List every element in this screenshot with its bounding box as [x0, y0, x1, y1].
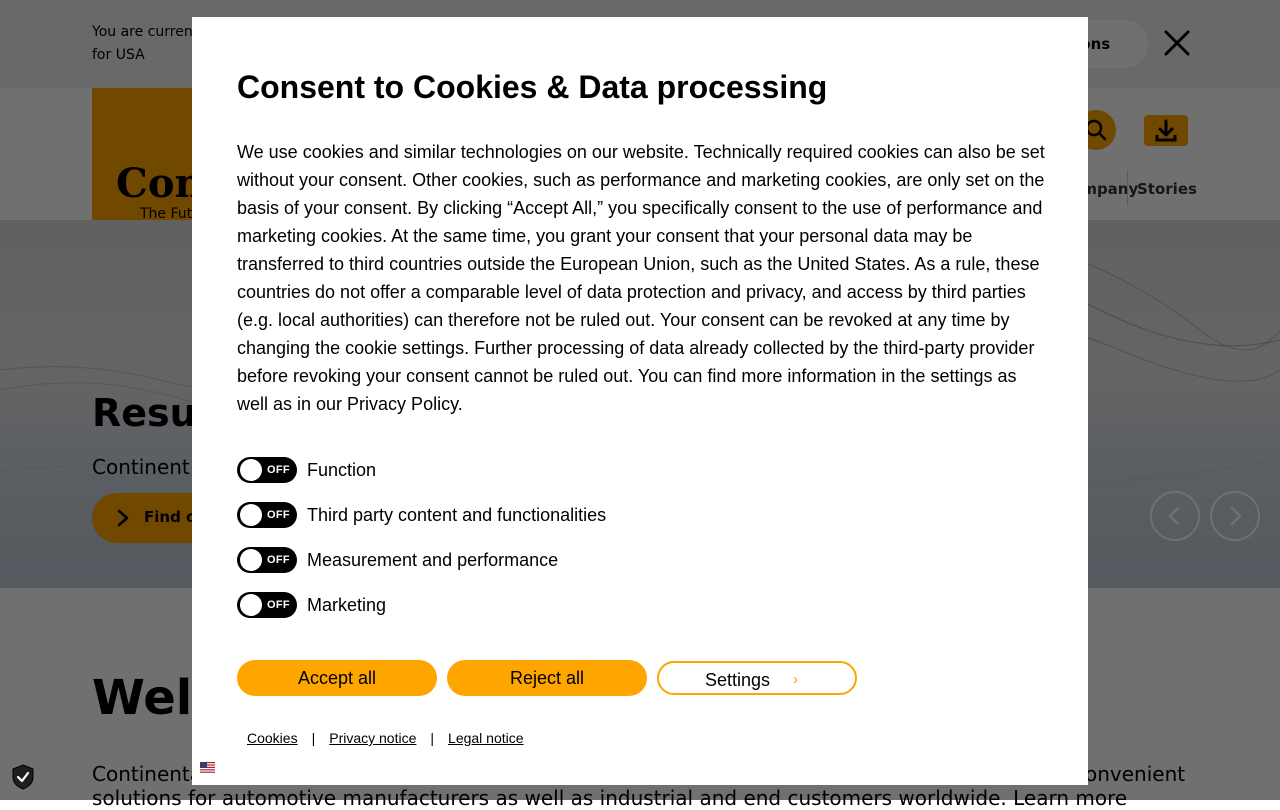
consent-option-measurement — [237, 547, 737, 573]
accept-all-button[interactable]: Accept all — [237, 660, 437, 696]
toggle-state: OFF — [267, 509, 290, 521]
consent-option-function — [237, 457, 737, 483]
us-flag-icon[interactable] — [200, 762, 215, 773]
shield-icon[interactable] — [8, 762, 38, 792]
legal-links — [247, 728, 524, 748]
marketing-toggle[interactable] — [237, 592, 297, 618]
toggle-label: Marketing — [307, 595, 387, 615]
link-separator: | — [311, 730, 316, 746]
cookie-consent-dialog — [192, 17, 1088, 785]
function-toggle[interactable] — [237, 457, 297, 483]
toggle-label: Function — [307, 460, 377, 480]
settings-button[interactable] — [657, 661, 857, 695]
third-party-toggle[interactable] — [237, 502, 297, 528]
consent-option-marketing — [237, 592, 737, 618]
dialog-title: Consent to Cookies & Data processing — [237, 69, 828, 105]
dialog-body-text: We use cookies and similar technologies on our website. Technically required cookies can also be set without your consent. Other cookies, such as performance and marketing cookies, are only set on the basis of your consent. By clicking “Accept All,” you specifically consent to the use of performance and marketing cookies. At the same time, you grant your consent that your personal data may be transferred to third countries outside the European Union, such as the United States. As a rule, these countries do not offer a comparable level of data protection and privacy, and access by third parties (e.g. local authorities) can therefore not be ruled out. Your consent can be revoked at any time by changing the cookie settings. Further processing of data already collected by the third-party provider before revoking your consent cannot be ruled out. You can find more information in the settings as well as in our Privacy Policy. — [237, 142, 1045, 414]
legal-notice-link[interactable]: Legal notice — [448, 730, 524, 746]
privacy-notice-link[interactable]: Privacy notice — [329, 730, 417, 746]
toggle-knob — [240, 549, 262, 571]
toggle-state: OFF — [267, 554, 290, 566]
toggle-label: Third party content and functionalities — [307, 505, 607, 525]
consent-option-third-party — [237, 502, 737, 528]
settings-button-label: Settings — [705, 670, 771, 690]
cookies-link[interactable]: Cookies — [247, 730, 298, 746]
toggle-knob — [240, 504, 262, 526]
toggle-knob — [240, 594, 262, 616]
chevron-right-icon: › — [793, 671, 798, 688]
measurement-toggle[interactable] — [237, 547, 297, 573]
reject-all-button[interactable]: Reject all — [447, 660, 647, 696]
toggle-state: OFF — [267, 464, 290, 476]
toggle-label: Measurement and performance — [307, 550, 559, 570]
toggle-knob — [240, 459, 262, 481]
toggle-state: OFF — [267, 599, 290, 611]
link-separator: | — [430, 730, 435, 746]
